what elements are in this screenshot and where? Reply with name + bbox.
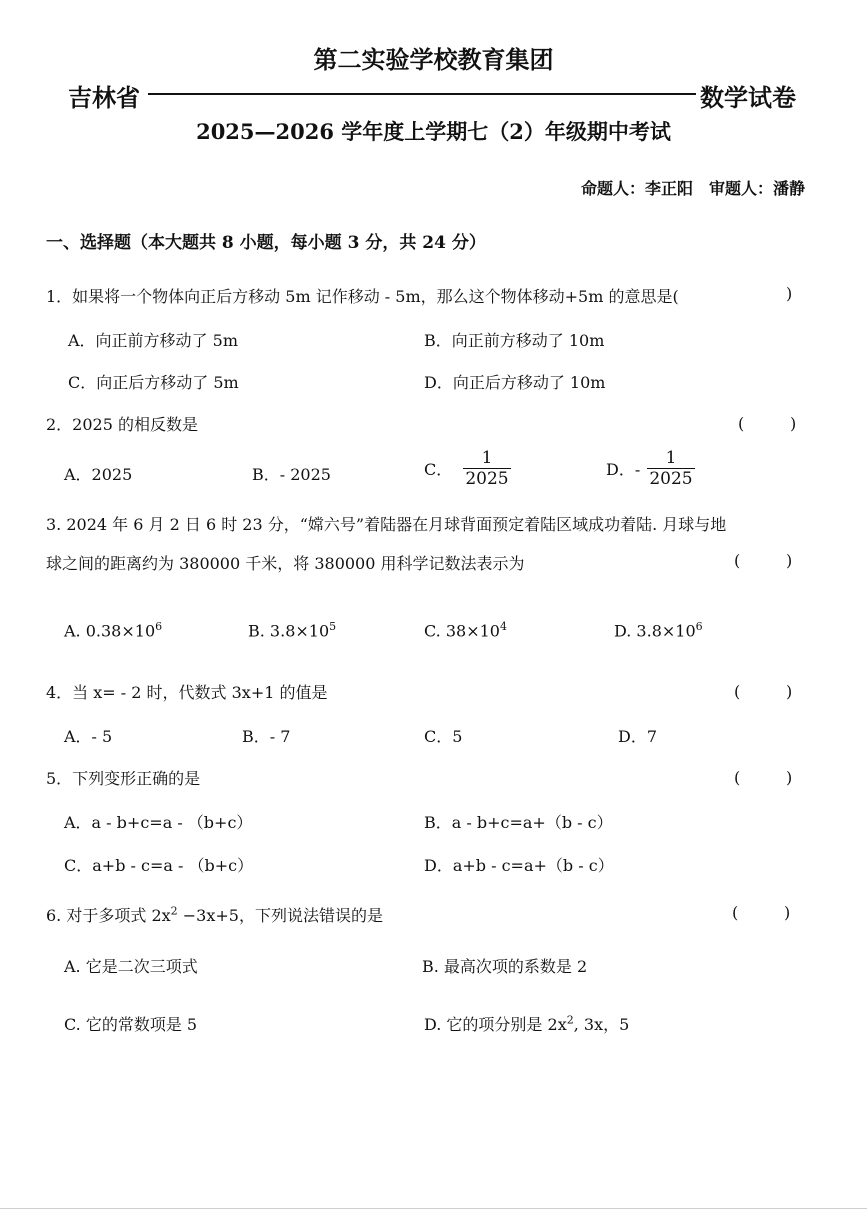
question-3-option-d	[614, 620, 703, 640]
question-2-option-d-label: D．-	[606, 460, 641, 479]
question-1-paren-close: )	[786, 284, 793, 303]
question-5-stem: 5．下列变形正确的是	[46, 769, 201, 788]
question-2-stem: 2．2025 的相反数是	[46, 415, 198, 434]
authors-line: 命题人：李正阳 审题人：潘静	[580, 179, 805, 198]
question-5-option-a: A．a - b+c=a - （b+c）	[64, 813, 253, 832]
question-1-stem: 1．如果将一个物体向正后方移动 5m 记作移动 - 5m，那么这个物体移动+5m 的意思是(	[46, 287, 679, 306]
question-3-paren-open: (	[734, 551, 741, 570]
question-4-option-b: B．- 7	[242, 727, 291, 746]
option-exponent: 4	[499, 620, 507, 633]
question-3-option-b	[248, 620, 336, 640]
question-5-paren-open: (	[734, 768, 741, 787]
question-6-option-d-exponent: 2	[566, 1013, 574, 1027]
question-6-stem	[46, 903, 383, 926]
question-1-option-b: B．向正前方移动了 10m	[424, 331, 605, 350]
question-2-paren-close: )	[790, 414, 797, 433]
option-base: A. 0.38×10	[64, 621, 156, 641]
question-2-option-c-label: C．	[424, 460, 453, 479]
question-3-option-a	[64, 620, 162, 640]
question-5-paren-close: )	[786, 768, 793, 787]
scan-edge-line	[0, 1208, 867, 1209]
question-4-stem: 4．当 x= - 2 时，代数式 3x+1 的值是	[46, 683, 328, 702]
question-4-paren-open: (	[734, 682, 741, 701]
province-label: 吉林省	[68, 83, 140, 112]
question-1-option-a: A．向正前方移动了 5m	[68, 331, 238, 350]
question-6-stem-exponent: 2	[170, 904, 178, 918]
question-6-paren-open: (	[732, 903, 739, 922]
question-4-paren-close: )	[786, 682, 793, 701]
question-2-option-d-fraction	[647, 448, 694, 489]
question-6-option-d-tail: , 3x，5	[573, 1015, 630, 1034]
option-base: B. 3.8×10	[248, 621, 330, 641]
question-4-option-d: D．7	[618, 727, 658, 746]
question-3-stem-line-1: 3. 2024 年 6 月 2 日 6 时 23 分，“嫦六号”着陆器在月球背面预定着陆区域成功着陆. 月球与地	[46, 515, 727, 534]
option-base: C. 38×10	[424, 621, 500, 641]
question-6-stem-post: −3x+5，下列说法错误的是	[177, 906, 383, 925]
question-3-option-c	[424, 620, 507, 640]
question-4-option-a: A．- 5	[64, 727, 113, 746]
question-6-option-c: C. 它的常数项是 5	[64, 1015, 198, 1034]
section-title: 一、选择题（本大题共 8 小题，每小题 3 分，共 24 分）	[46, 233, 486, 253]
question-2-option-c-fraction	[463, 448, 510, 489]
subject-label: 数学试卷	[700, 83, 796, 112]
fraction-denominator: 2025	[649, 469, 693, 489]
question-1-option-c: C．向正后方移动了 5m	[68, 373, 239, 392]
fraction-denominator: 2025	[465, 469, 509, 489]
question-4-option-c: C．5	[424, 727, 463, 746]
question-2-option-c	[424, 448, 511, 489]
question-2-option-a: A．2025	[64, 465, 133, 484]
question-5-option-b: B．a - b+c=a+（b - c）	[424, 813, 613, 832]
question-6-paren-close: )	[784, 903, 791, 922]
exam-subtitle: 2025—2026 学年度上学期七（2）年级期中考试	[196, 119, 671, 144]
question-3-paren-close: )	[786, 551, 793, 570]
question-2-paren-open: (	[738, 414, 745, 433]
question-6-option-d	[424, 1012, 629, 1035]
option-exponent: 6	[155, 620, 163, 633]
school-name: 第二实验学校教育集团	[313, 45, 554, 74]
question-6-stem-pre: 6. 对于多项式 2x	[46, 906, 171, 925]
fraction-numerator: 1	[647, 448, 694, 469]
question-2-option-d	[606, 448, 695, 489]
question-5-option-d: D．a+b - c=a+（b - c）	[424, 856, 614, 875]
option-base: D. 3.8×10	[614, 621, 696, 641]
question-6-option-b: B. 最高次项的系数是 2	[422, 957, 588, 976]
question-6-option-a: A. 它是二次三项式	[64, 957, 198, 976]
option-exponent: 6	[695, 620, 703, 633]
question-5-option-c: C．a+b - c=a - （b+c）	[64, 856, 254, 875]
header-rule	[148, 93, 696, 95]
question-6-option-d-text: D. 它的项分别是 2x	[424, 1015, 567, 1034]
question-3-stem-line-2: 球之间的距离约为 380000 千米，将 380000 用科学记数法表示为	[46, 554, 525, 573]
question-2-option-b: B．- 2025	[252, 465, 331, 484]
fraction-numerator: 1	[463, 448, 510, 469]
question-1-option-d: D．向正后方移动了 10m	[424, 373, 606, 392]
option-exponent: 5	[329, 620, 337, 633]
